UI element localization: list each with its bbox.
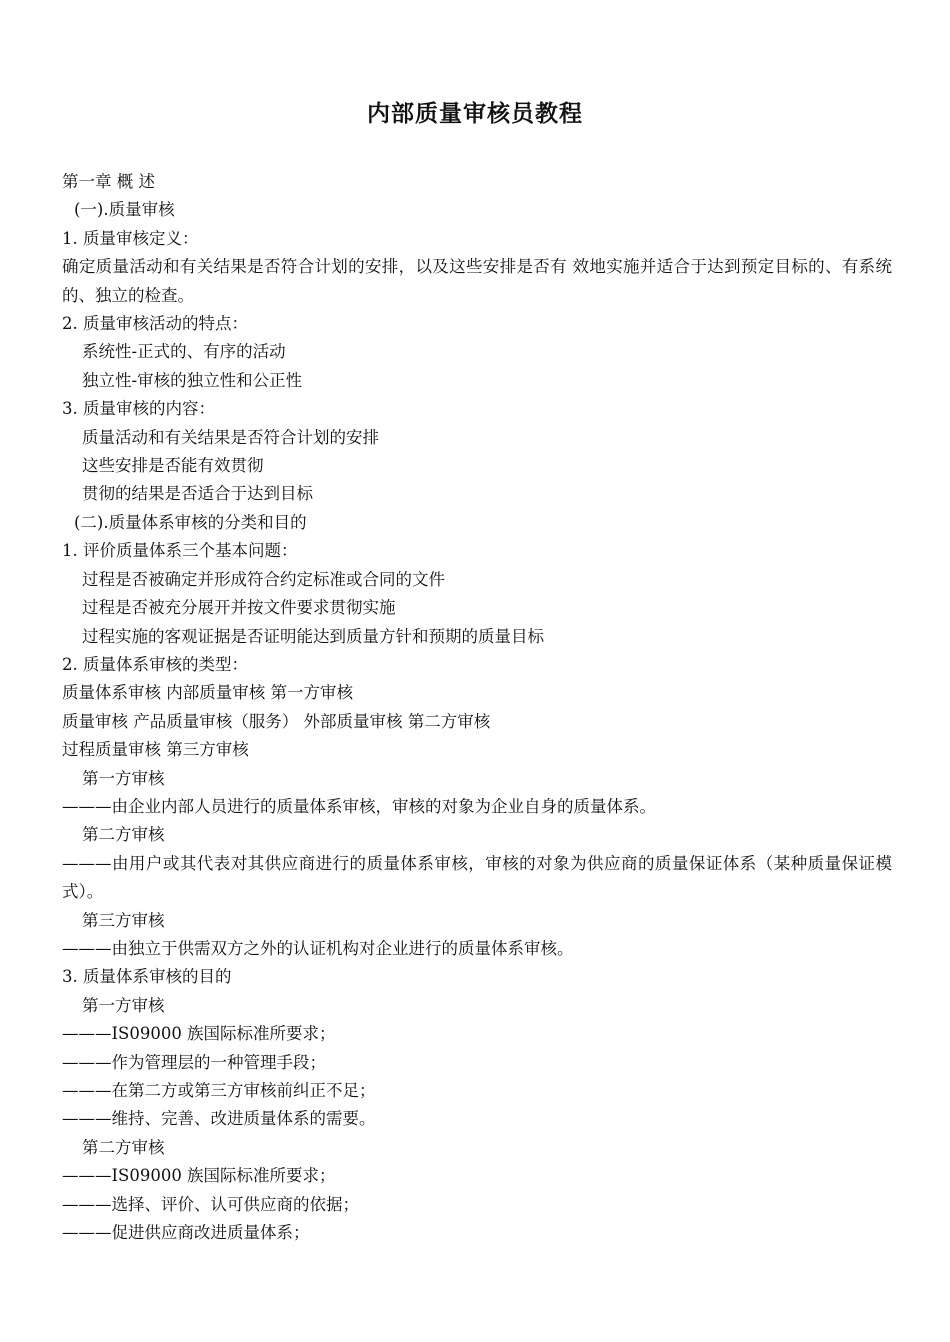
text-line: 确定质量活动和有关结果是否符合计划的安排，以及这些安排是否有 效地实施并适合于达到预定目标的、有系统的、独立的检查。 [62, 257, 892, 305]
text-line: 过程质量审核 第三方审核 [62, 740, 249, 760]
text-line: 3. 质量审核的内容： [62, 399, 215, 419]
text-line: ———选择、评价、认可供应商的依据； [62, 1194, 359, 1214]
document-body [62, 168, 892, 1247]
text-line: 质量体系审核 内部质量审核 第一方审核 [62, 683, 353, 703]
text-line: 第一方审核 [82, 995, 165, 1015]
text-line: ———IS09000 族国际标准所要求； [62, 1166, 336, 1186]
text-line: 1. 评价质量体系三个基本问题： [62, 541, 298, 561]
text-line: 过程实施的客观证据是否证明能达到质量方针和预期的质量目标 [82, 626, 544, 646]
text-line: ———由企业内部人员进行的质量体系审核，审核的对象为企业自身的质量体系。 [62, 796, 656, 816]
text-line: 系统性-正式的、有序的活动 [82, 342, 286, 362]
text-line: (一).质量审核 [74, 200, 175, 220]
text-line: ———由独立于供需双方之外的认证机构对企业进行的质量体系审核。 [62, 938, 574, 958]
text-line: 质量审核 产品质量审核（服务） 外部质量审核 第二方审核 [62, 711, 491, 731]
text-line: ———作为管理层的一种管理手段； [62, 1052, 326, 1072]
text-line: 第三方审核 [82, 910, 165, 930]
text-line: ———由用户或其代表对其供应商进行的质量体系审核，审核的对象为供应商的质量保证体系（某种质量保证模式）。 [62, 853, 892, 902]
text-line: 3. 质量体系审核的目的 [62, 967, 232, 987]
text-line: 过程是否被确定并形成符合约定标准或合同的文件 [82, 569, 445, 589]
text-line: 第二方审核 [82, 1137, 165, 1157]
text-line: 贯彻的结果是否适合于达到目标 [82, 484, 313, 504]
text-line: ———IS09000 族国际标准所要求； [62, 1024, 336, 1044]
document-title: 内部质量审核员教程 [367, 101, 583, 127]
text-line: ———促进供应商改进质量体系； [62, 1223, 310, 1243]
text-line: ———维持、完善、改进质量体系的需要。 [62, 1109, 376, 1129]
text-line: 2. 质量审核活动的特点： [62, 314, 248, 334]
text-line: 2. 质量体系审核的类型： [62, 654, 248, 674]
text-line: 独立性-审核的独立性和公正性 [82, 370, 303, 390]
text-line: 这些安排是否能有效贯彻 [82, 456, 264, 476]
text-line: 第一章 概 述 [62, 172, 155, 191]
text-line: 第二方审核 [82, 825, 165, 845]
text-line: (二).质量体系审核的分类和目的 [74, 512, 307, 532]
text-line: 质量活动和有关结果是否符合计划的安排 [82, 427, 379, 447]
text-line: 过程是否被充分展开并按文件要求贯彻实施 [82, 598, 396, 618]
text-line: 第一方审核 [82, 768, 165, 788]
text-line: 1. 质量审核定义： [62, 228, 199, 248]
text-line: ———在第二方或第三方审核前纠正不足； [62, 1081, 376, 1100]
